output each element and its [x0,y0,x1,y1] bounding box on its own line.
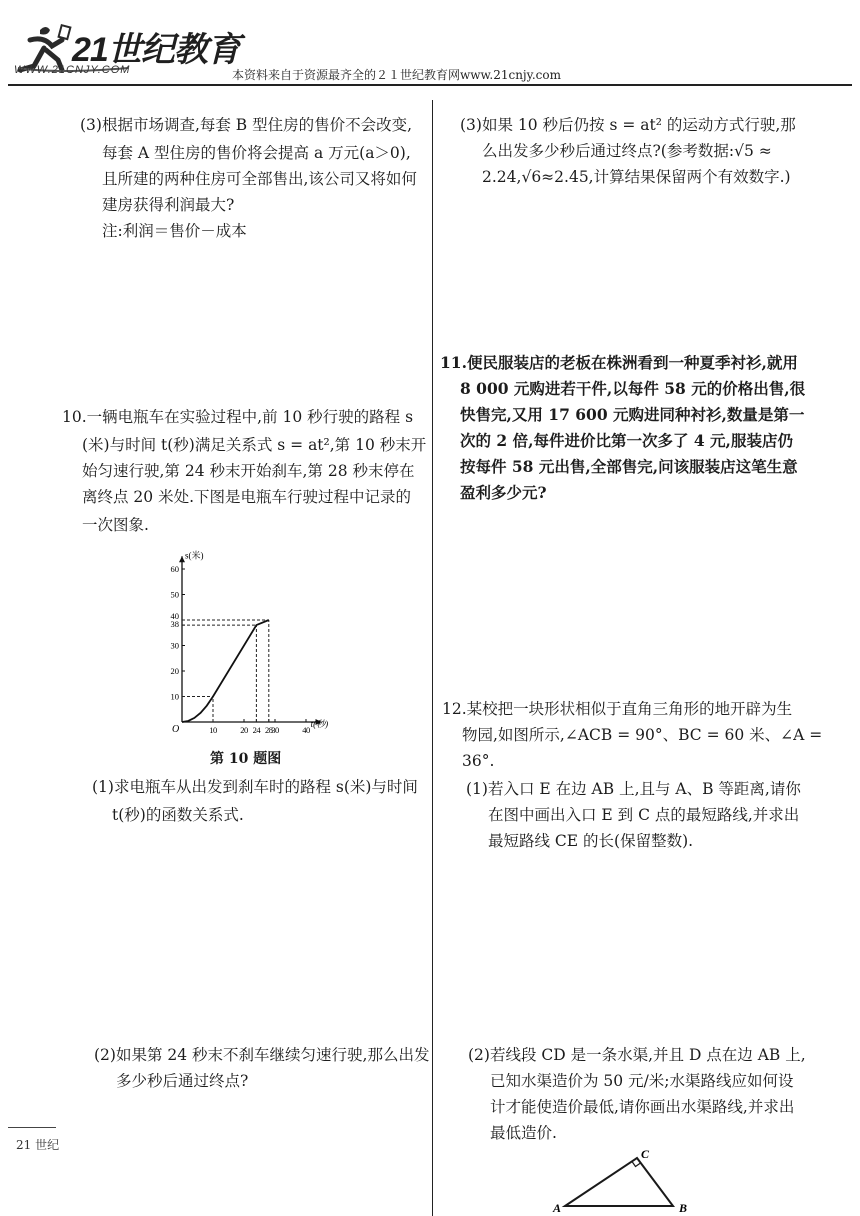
q11-line-2: 8 000 元购进若干件,以每件 58 元的价格出售,很 [460,379,806,398]
x-tick-label-30: 30 [271,725,279,735]
q9-3-line-2: 每套 A 型住房的售价将会提高 a 万元(a＞0), [102,144,411,162]
q10-line-2: (米)与时间 t(秒)满足关系式 s = at²,第 10 秒末开 [82,436,427,454]
q12-2-line-1: (2)若线段 CD 是一条水渠,并且 D 点在边 AB 上, [468,1046,806,1064]
vertex-label-c: C [641,1147,650,1161]
q12-1-line-1: (1)若入口 E 在边 AB 上,且与 A、B 等距离,请你 [466,780,801,798]
q11-line-6: 盈利多少元? [460,483,547,502]
q10-line-1: 10.一辆电瓶车在实验过程中,前 10 秒行驶的路程 s [62,408,414,426]
x-tick-label-20: 20 [240,725,248,735]
q12-line-1: 12.某校把一块形状相似于直角三角形的地开辟为生 [442,700,793,718]
x-axis-label: t(秒) [310,719,329,729]
q11-line-1: 11.便民服装店的老板在株洲看到一种夏季衬衫,就用 [440,353,798,372]
q10-line-5: 一次图象. [82,516,149,534]
y-tick-label-40: 40 [170,611,179,621]
q12-line-2: 物园,如图所示,∠ACB = 90°、BC = 60 米、∠A = [462,726,823,744]
y-tick-label-50: 50 [170,589,179,600]
x-tick-label-40: 40 [302,725,310,735]
q12-2-line-2: 已知水渠造价为 50 元/米;水渠路线应如何设 [490,1072,794,1090]
q10-line-3: 始匀速行驶,第 24 秒末开始刹车,第 28 秒末停在 [82,462,415,480]
series-line-1 [182,620,269,722]
q9-3-line-3: 且所建的两种住房可全部售出,该公司又将如何 [102,170,417,188]
q9-3-line-4: 建房获得利润最大? [102,196,235,214]
q10-3-line-1: (3)如果 10 秒后仍按 s = at² 的运动方式行驶,那 [460,116,796,134]
q12-1-line-3: 最短路线 CE 的长(保留整数). [488,832,694,850]
q10-1-line-1: (1)求电瓶车从出发到刹车时的路程 s(米)与时间 [92,778,418,796]
q11-line-3: 快售完,又用 17 600 元购进同种衬衫,数量是第一 [460,405,805,424]
q12-1-line-2: 在图中画出入口 E 到 C 点的最短路线,并求出 [488,806,800,824]
source-note: 本资料来自于资源最齐全的２１世纪教育网www.21cnjy.com [232,68,561,82]
right-triangle-figure [545,1146,705,1214]
y-tick-label-20: 20 [170,666,179,676]
header-rule [8,84,852,86]
q11-line-5: 按每件 58 元出售,全部售完,问该服装店这笔生意 [460,457,798,476]
y-tick-label-60: 60 [170,564,179,574]
q10-2-line-2: 多少秒后通过终点? [116,1072,249,1090]
column-divider [432,100,433,1216]
q9-3-line-1: (3)根据市场调查,每套 B 型住房的售价不会改变, [80,116,413,134]
q12-2-line-4: 最低造价. [490,1124,557,1142]
footer-text: 21 世纪 [16,1138,60,1152]
origin-label: O [172,724,180,735]
logo-url: WWW.21CNJY.COM [14,64,131,76]
x-tick-label-24: 24 [252,725,261,735]
triangle-outline [565,1158,673,1206]
y-tick-label-30: 30 [170,640,179,651]
q10-2-line-1: (2)如果第 24 秒末不刹车继续匀速行驶,那么出发 [94,1046,430,1064]
x-tick-label-10: 10 [209,725,217,735]
footer-rule [8,1127,56,1128]
logo-text: 21世纪教育 [72,31,240,69]
y-axis-label: s(米) [185,550,204,561]
q10-3-line-2: 么出发多少秒后通过终点?(参考数据:√5 ≈ [482,142,772,160]
x-tick-label-28: 28 [265,725,273,735]
y-tick-label-38: 38 [170,619,179,630]
q10-figure-caption: 第 10 题图 [210,751,282,767]
q10-1-line-2: t(秒)的函数关系式. [112,806,244,824]
q10-3-line-3: 2.24,√6≈2.45,计算结果保留两个有效数字.) [482,168,791,186]
q11-line-4: 次的 2 倍,每件进价比第一次多了 4 元,服装店仍 [460,431,793,450]
distance-time-chart [150,540,330,740]
q12-line-3: 36°. [462,752,495,770]
q9-3-note: 注:利润＝售价－成本 [102,222,247,240]
q10-line-4: 离终点 20 米处.下图是电瓶车行驶过程中记录的 [82,488,412,506]
y-tick-label-10: 10 [170,691,179,702]
vertex-label-b: B [679,1201,688,1214]
q12-2-line-3: 计才能使造价最低,请你画出水渠路线,并求出 [490,1098,795,1116]
vertex-label-a: A [553,1201,562,1214]
